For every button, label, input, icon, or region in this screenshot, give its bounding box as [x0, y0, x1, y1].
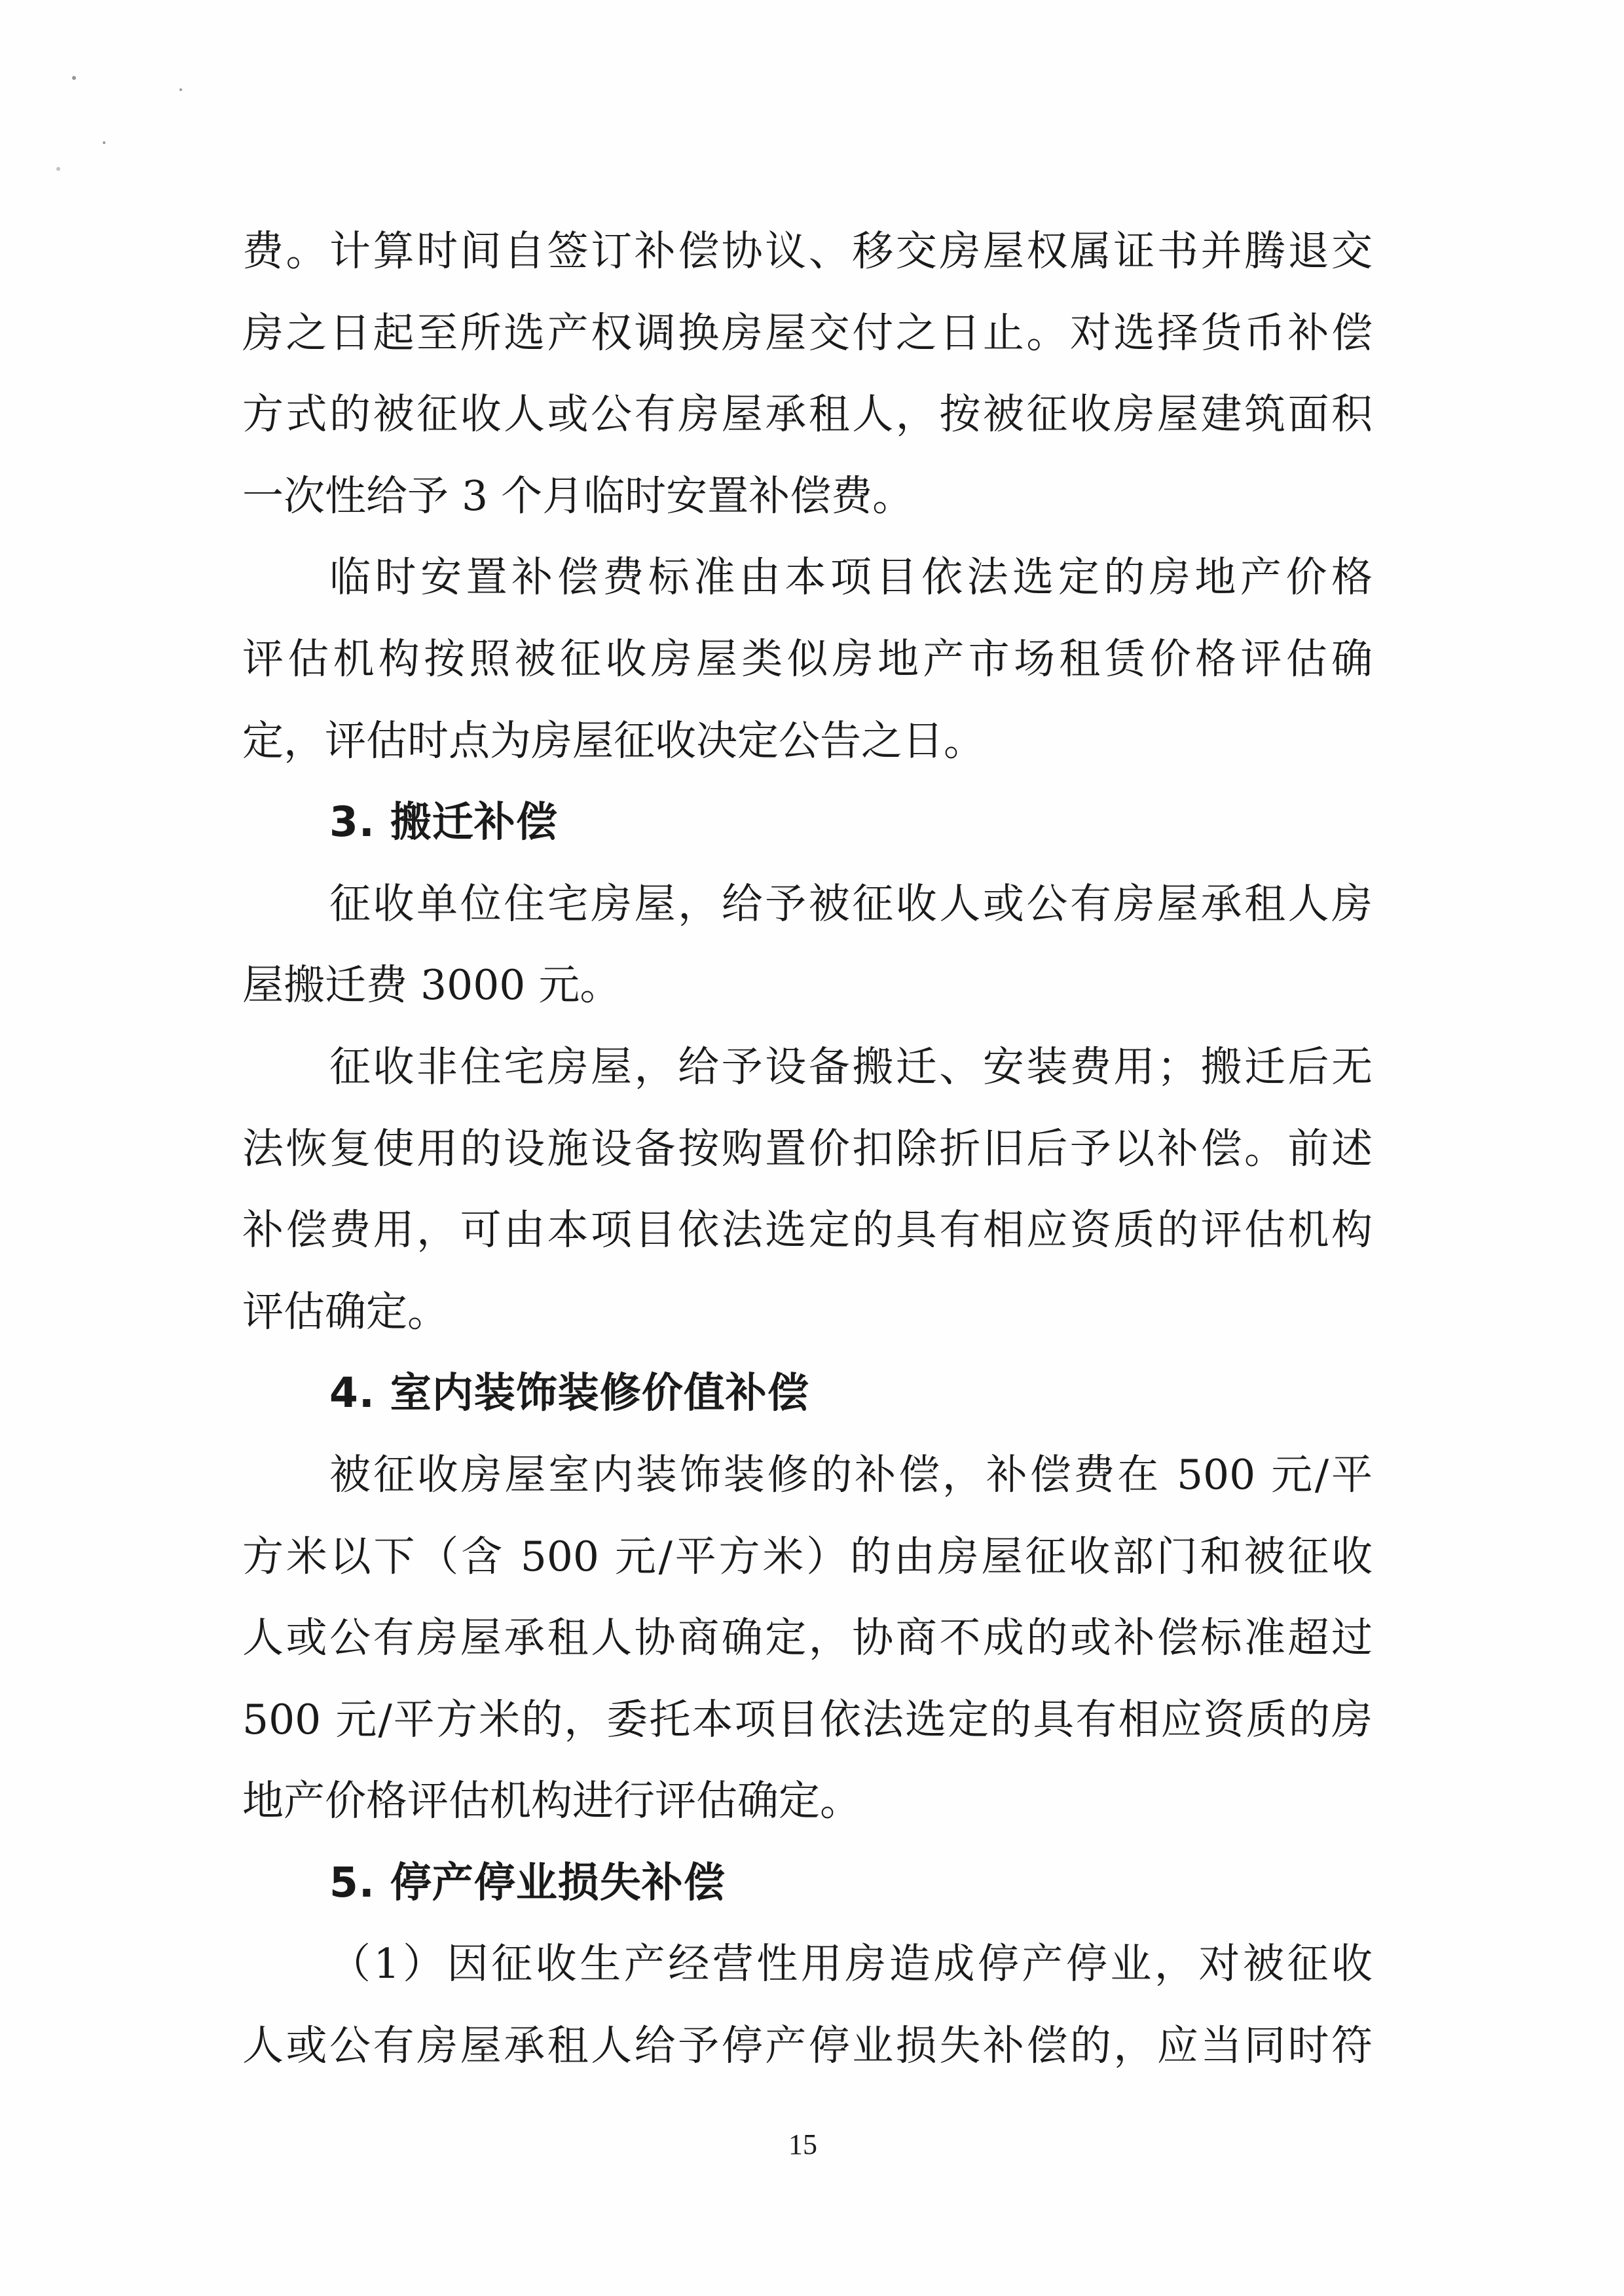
paragraph-line: 费。计算时间自签订补偿协议、移交房屋权属证书并腾退交: [242, 227, 1373, 275]
paragraph-line: 临时安置补偿费标准由本项目依法选定的房地产价格: [329, 553, 1373, 602]
section-heading-decoration: 4. 室内装饰装修价值补偿: [329, 1369, 809, 1417]
paragraph-line: 人或公有房屋承租人协商确定，协商不成的或补偿标准超过: [242, 1614, 1373, 1662]
paragraph-line: 人或公有房屋承租人给予停产停业损失补偿的，应当同时符: [242, 2022, 1373, 2070]
section-heading-relocation: 3. 搬迁补偿: [329, 798, 558, 847]
paragraph-line: 补偿费用，可由本项目依法选定的具有相应资质的评估机构: [242, 1206, 1373, 1254]
scan-speck: [56, 167, 60, 171]
scan-speck: [179, 88, 182, 91]
paragraph-line: 征收非住宅房屋，给予设备搬迁、安装费用；搬迁后无: [329, 1042, 1373, 1091]
paragraph-line: 500 元/平方米的，委托本项目依法选定的具有相应资质的房: [242, 1695, 1373, 1743]
paragraph-line: 地产价格评估机构进行评估确定。: [242, 1777, 861, 1825]
paragraph-line: 方式的被征收人或公有房屋承租人，按被征收房屋建筑面积: [242, 390, 1373, 439]
paragraph-line: 方米以下（含 500 元/平方米）的由房屋征收部门和被征收: [242, 1532, 1373, 1580]
paragraph-line: 评估确定。: [242, 1287, 449, 1336]
paragraph-line: （1）因征收生产经营性用房造成停产停业，对被征收: [329, 1940, 1373, 1988]
paragraph-line: 法恢复使用的设施设备按购置价扣除折旧后予以补偿。前述: [242, 1124, 1373, 1173]
paragraph-line: 房之日起至所选产权调换房屋交付之日止。对选择货币补偿: [242, 308, 1373, 357]
scan-speck: [72, 76, 76, 80]
paragraph-line: 评估机构按照被征收房屋类似房地产市场租赁价格评估确: [242, 634, 1373, 683]
paragraph-line: 屋搬迁费 3000 元。: [242, 961, 621, 1010]
section-heading-business-loss: 5. 停产停业损失补偿: [329, 1858, 726, 1906]
page-number: 15: [788, 2128, 817, 2160]
scan-speck: [103, 141, 105, 144]
document-body: [242, 211, 1373, 2087]
paragraph-line: 被征收房屋室内装饰装修的补偿，补偿费在 500 元/平: [329, 1450, 1373, 1499]
paragraph-line: 征收单位住宅房屋，给予被征收人或公有房屋承租人房: [329, 879, 1373, 928]
paragraph-line: 一次性给予 3 个月临时安置补偿费。: [242, 471, 914, 520]
paragraph-line: 定，评估时点为房屋征收决定公告之日。: [242, 716, 985, 765]
